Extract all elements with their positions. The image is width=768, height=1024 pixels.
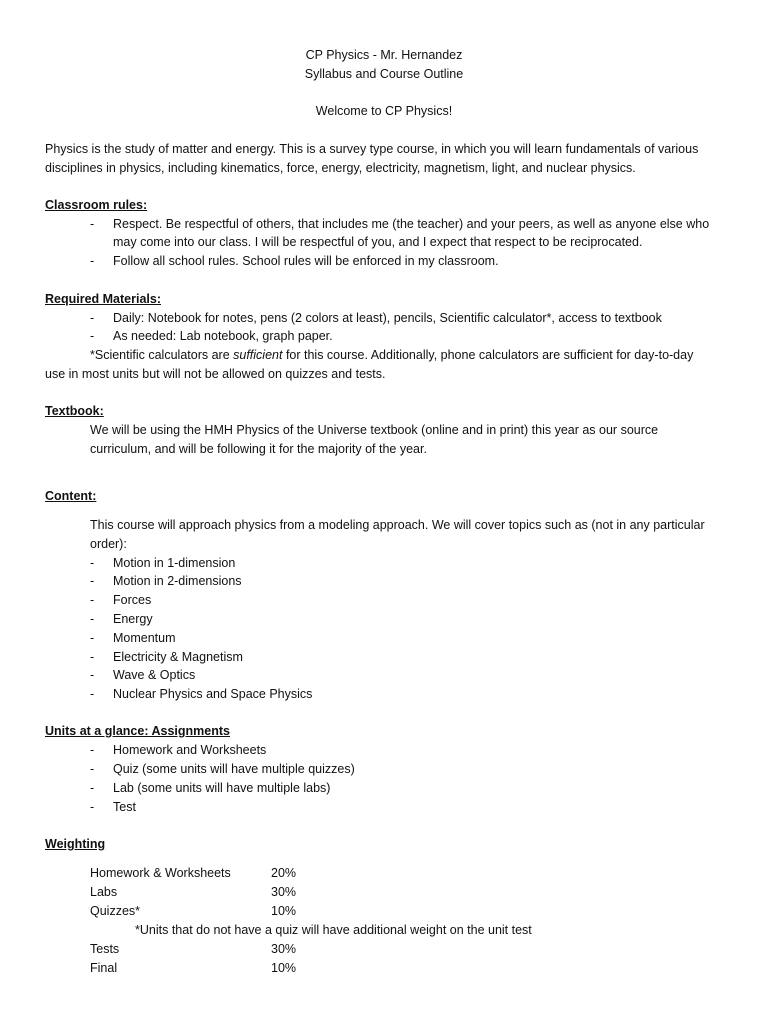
calculator-note-line-2: use in most units but will not be allowed on quizzes and tests. — [45, 367, 386, 381]
required-materials-heading: Required Materials: — [45, 292, 162, 306]
intro-line-2: disciplines in physics, including kinematics, force, energy, electricity, magnetism, light, and nuclear physics. — [45, 161, 636, 175]
welcome-line: Welcome to CP Physics! — [315, 104, 453, 118]
weight-label-labs: Labs — [90, 885, 118, 899]
materials-as-needed: As needed: Lab notebook, graph paper. — [113, 329, 333, 343]
bullet-dash: - — [90, 668, 95, 682]
bullet-dash: - — [90, 311, 95, 325]
bullet-dash: - — [90, 217, 95, 231]
assignment-item: Lab (some units will have multiple labs) — [113, 781, 331, 795]
weight-pct-final: 10% — [271, 961, 297, 975]
weight-label-final: Final — [90, 961, 118, 975]
assignment-item: Test — [113, 800, 136, 814]
bullet-dash: - — [90, 800, 95, 814]
rule-school-rules: Follow all school rules. School rules will be enforced in my classroom. — [113, 254, 499, 268]
bullet-dash: - — [90, 556, 95, 570]
textbook-line-1: We will be using the HMH Physics of the Universe textbook (online and in print) this year as our source — [90, 423, 659, 437]
assignment-item: Homework and Worksheets — [113, 743, 267, 757]
weight-label-tests: Tests — [90, 942, 120, 956]
topic-item: Wave & Optics — [113, 668, 196, 682]
topic-item: Motion in 1-dimension — [113, 556, 236, 570]
content-heading: Content: — [45, 489, 97, 503]
bullet-dash: - — [90, 687, 95, 701]
weight-pct-labs: 30% — [271, 885, 297, 899]
bullet-dash: - — [90, 612, 95, 626]
topic-item: Motion in 2-dimensions — [113, 574, 242, 588]
bullet-dash: - — [90, 743, 95, 757]
bullet-dash: - — [90, 329, 95, 343]
document-title: CP Physics - Mr. Hernandez — [305, 48, 463, 62]
weight-pct-homework: 20% — [271, 866, 297, 880]
textbook-line-2: curriculum, and will be following it for the majority of the year. — [90, 442, 427, 456]
bullet-dash: - — [90, 593, 95, 607]
bullet-dash: - — [90, 631, 95, 645]
bullet-dash: - — [90, 650, 95, 664]
bullet-dash: - — [90, 254, 95, 268]
classroom-rules-heading: Classroom rules: — [45, 198, 148, 212]
calculator-note-line-1 — [90, 346, 693, 364]
weight-pct-tests: 30% — [271, 942, 297, 956]
bullet-dash: - — [90, 762, 95, 776]
document-subtitle: Syllabus and Course Outline — [304, 67, 464, 81]
textbook-heading: Textbook: — [45, 404, 104, 418]
quiz-weight-footnote: *Units that do not have a quiz will have additional weight on the unit test — [135, 923, 532, 937]
weighting-heading: Weighting — [45, 837, 106, 851]
assignment-item: Quiz (some units will have multiple quizzes) — [113, 762, 355, 776]
rule-respect-line-2: may come into our class. I will be respectful of you, and I expect that respect to be reciprocated. — [113, 235, 643, 249]
calculator-note-suffix: for this course. Additionally, phone calculators are sufficient for day-to-day — [282, 348, 694, 362]
intro-line-1: Physics is the study of matter and energy. This is a survey type course, in which you will learn fundamentals of various — [45, 142, 699, 156]
bullet-dash: - — [90, 574, 95, 588]
rule-respect-line-1: Respect. Be respectful of others, that includes me (the teacher) and your peers, as well as anyone else who — [113, 217, 710, 231]
topic-item: Electricity & Magnetism — [113, 650, 243, 664]
weight-label-homework: Homework & Worksheets — [90, 866, 231, 880]
topic-item: Nuclear Physics and Space Physics — [113, 687, 313, 701]
topic-item: Forces — [113, 593, 152, 607]
calculator-note-prefix: *Scientific calculators are — [90, 348, 234, 362]
weight-pct-quizzes: 10% — [271, 904, 297, 918]
content-line-1: This course will approach physics from a modeling approach. We will cover topics such as (not in any particular — [90, 518, 705, 532]
bullet-dash: - — [90, 781, 95, 795]
materials-daily: Daily: Notebook for notes, pens (2 colors at least), pencils, Scientific calculator*, access to textbook — [113, 311, 662, 325]
assignments-heading: Units at a glance: Assignments — [45, 724, 230, 738]
topic-item: Momentum — [113, 631, 176, 645]
calculator-note-emphasis: sufficient — [233, 348, 283, 362]
weight-label-quizzes: Quizzes* — [90, 904, 141, 918]
topic-item: Energy — [113, 612, 153, 626]
content-line-2: order): — [90, 537, 127, 551]
